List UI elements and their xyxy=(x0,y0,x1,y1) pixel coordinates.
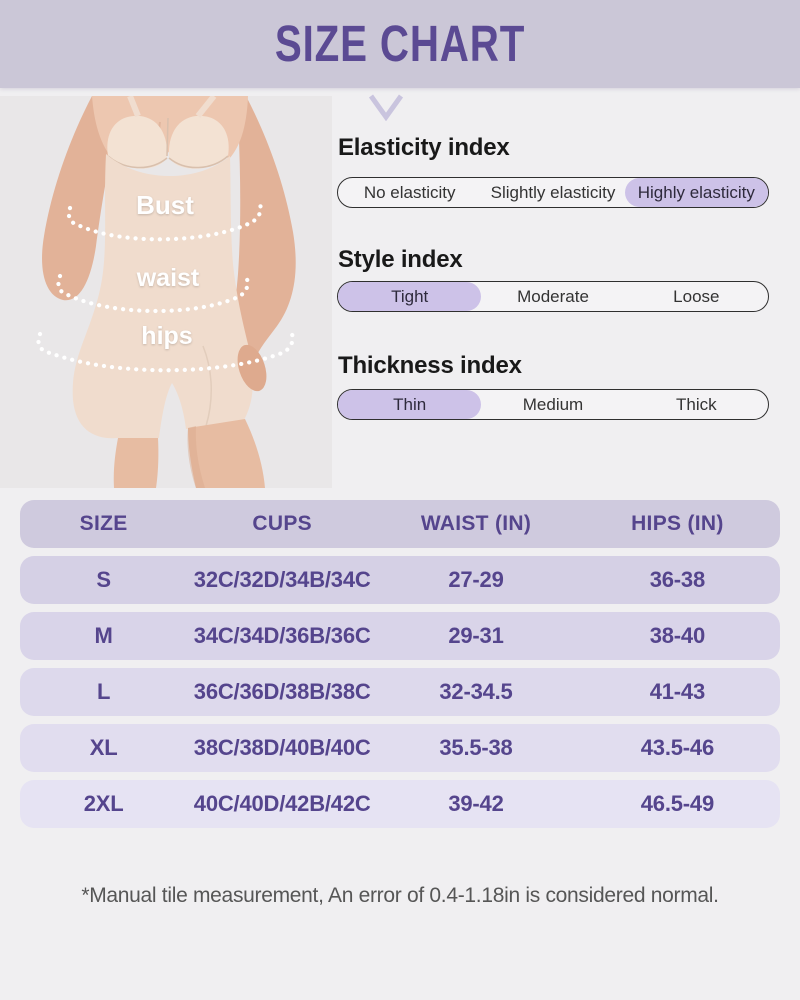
size-cell: S xyxy=(96,567,111,592)
left-leg xyxy=(114,438,159,488)
option-highly-elasticity-selected: Highly elasticity xyxy=(625,178,768,207)
table-row xyxy=(20,612,780,660)
page-title: SIZE CHART xyxy=(274,15,526,73)
waist-cell: 35.5-38 xyxy=(439,735,513,760)
table-row xyxy=(20,780,780,828)
table-header-row xyxy=(20,500,780,548)
elasticity-options xyxy=(337,177,769,208)
hips-cell: 38-40 xyxy=(649,623,706,648)
model-photo xyxy=(0,96,332,488)
column-header-cups: CUPS xyxy=(252,512,312,535)
waist-cell: 27-29 xyxy=(448,567,504,592)
cups-cell: 34C/34D/36B/36C xyxy=(193,623,371,648)
waist-cell: 32-34.5 xyxy=(439,679,513,704)
size-table xyxy=(20,500,780,828)
size-cell: XL xyxy=(89,735,118,760)
cups-cell: 40C/40D/42B/42C xyxy=(193,791,371,816)
elasticity-index-title: Elasticity index xyxy=(338,134,510,161)
option-tight-selected: Tight xyxy=(338,282,481,311)
column-header-hips: HIPS (IN) xyxy=(631,512,724,535)
column-header-size: SIZE xyxy=(79,512,128,535)
option-loose: Loose xyxy=(673,286,720,306)
style-options xyxy=(337,281,769,312)
option-medium: Medium xyxy=(522,394,584,414)
hips-cell: 46.5-49 xyxy=(640,791,714,816)
column-header-waist: WAIST (IN) xyxy=(420,512,532,535)
chevron-down-icon xyxy=(366,93,406,121)
cups-cell: 36C/36D/38B/38C xyxy=(193,679,371,704)
cups-cell: 38C/38D/40B/40C xyxy=(193,735,371,760)
option-moderate: Moderate xyxy=(517,286,589,306)
measurement-label-bust: Bust xyxy=(136,190,194,220)
waist-cell: 39-42 xyxy=(448,791,504,816)
measurement-label-waist: waist xyxy=(136,264,200,292)
hips-cell: 43.5-46 xyxy=(640,735,714,760)
table-row xyxy=(20,556,780,604)
style-index-title: Style index xyxy=(338,246,463,273)
table-row xyxy=(20,668,780,716)
hips-cell: 41-43 xyxy=(649,679,706,704)
size-cell: L xyxy=(96,679,111,704)
thickness-index-title: Thickness index xyxy=(338,352,522,379)
size-cell: 2XL xyxy=(83,791,124,816)
size-cell: M xyxy=(94,623,113,648)
waist-cell: 29-31 xyxy=(448,623,504,648)
option-thin-selected: Thin xyxy=(338,390,481,419)
measurement-label-hips: hips xyxy=(141,322,193,350)
option-thick: Thick xyxy=(676,394,717,414)
table-row xyxy=(20,724,780,772)
cups-cell: 32C/32D/34B/34C xyxy=(193,567,371,592)
thickness-options xyxy=(337,389,769,420)
footnote: *Manual tile measurement, An error of 0.4-1.18in is considered normal. xyxy=(81,884,719,907)
hips-cell: 36-38 xyxy=(649,567,706,592)
option-no-elasticity: No elasticity xyxy=(363,182,456,202)
header-band xyxy=(0,0,800,88)
option-slightly-elasticity: Slightly elasticity xyxy=(490,182,616,202)
